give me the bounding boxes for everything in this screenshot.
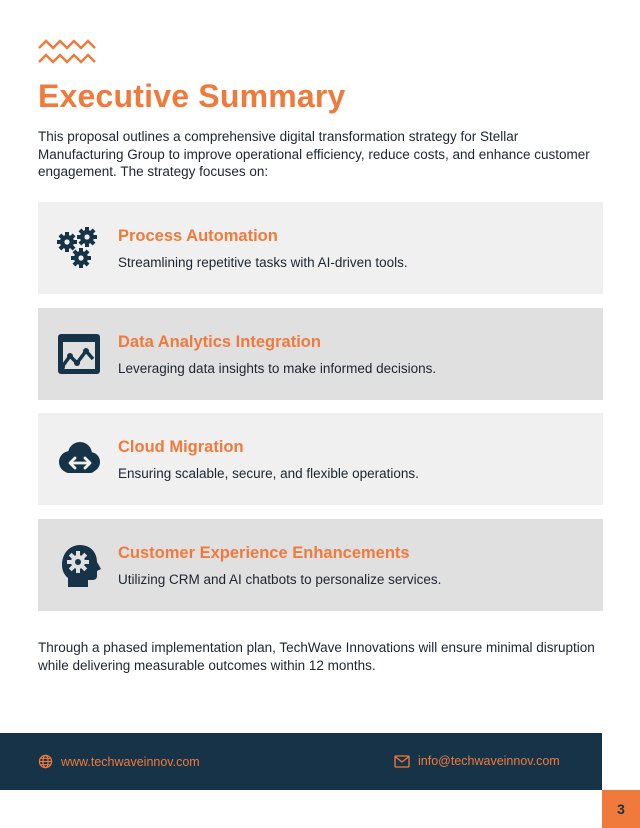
card-description: Utilizing CRM and AI chatbots to personalize services. bbox=[118, 572, 442, 587]
page-title: Executive Summary bbox=[38, 78, 346, 114]
focus-card-data-analytics bbox=[38, 308, 603, 400]
card-title: Customer Experience Enhancements bbox=[118, 544, 410, 562]
focus-card-cloud-migration bbox=[38, 413, 603, 505]
intro-paragraph: This proposal outlines a comprehensive digital transformation strategy for Stellar Manufacturing Group to improve operational efficiency, reduce costs, and enhance customer engagement. The strategy focuses on: bbox=[38, 129, 590, 179]
focus-card-customer-experience bbox=[38, 519, 603, 611]
analytics-chart-icon bbox=[56, 332, 102, 378]
card-title: Data Analytics Integration bbox=[118, 333, 321, 351]
website-link[interactable] bbox=[38, 754, 200, 769]
email-text: info@techwaveinnov.com bbox=[418, 754, 560, 768]
email-link[interactable] bbox=[394, 754, 560, 768]
focus-card-process-automation bbox=[38, 202, 603, 294]
footer-bar bbox=[0, 733, 602, 790]
head-gear-icon bbox=[56, 543, 102, 589]
card-description: Ensuring scalable, secure, and flexible operations. bbox=[118, 466, 419, 481]
zigzag-logo-icon bbox=[38, 38, 96, 66]
cloud-transfer-icon bbox=[56, 437, 102, 483]
closing-paragraph: Through a phased implementation plan, TechWave Innovations will ensure minimal disruption while delivering measurable outcomes within 12 months. bbox=[38, 640, 595, 673]
card-description: Leveraging data insights to make informed decisions. bbox=[118, 361, 437, 376]
mail-icon bbox=[394, 755, 410, 768]
card-title: Process Automation bbox=[118, 227, 278, 245]
gears-icon bbox=[56, 226, 102, 272]
globe-icon bbox=[38, 754, 53, 769]
card-description: Streamlining repetitive tasks with AI-driven tools. bbox=[118, 255, 408, 270]
card-title: Cloud Migration bbox=[118, 438, 244, 456]
page-number: 3 bbox=[602, 790, 640, 828]
website-text: www.techwaveinnov.com bbox=[61, 754, 200, 769]
